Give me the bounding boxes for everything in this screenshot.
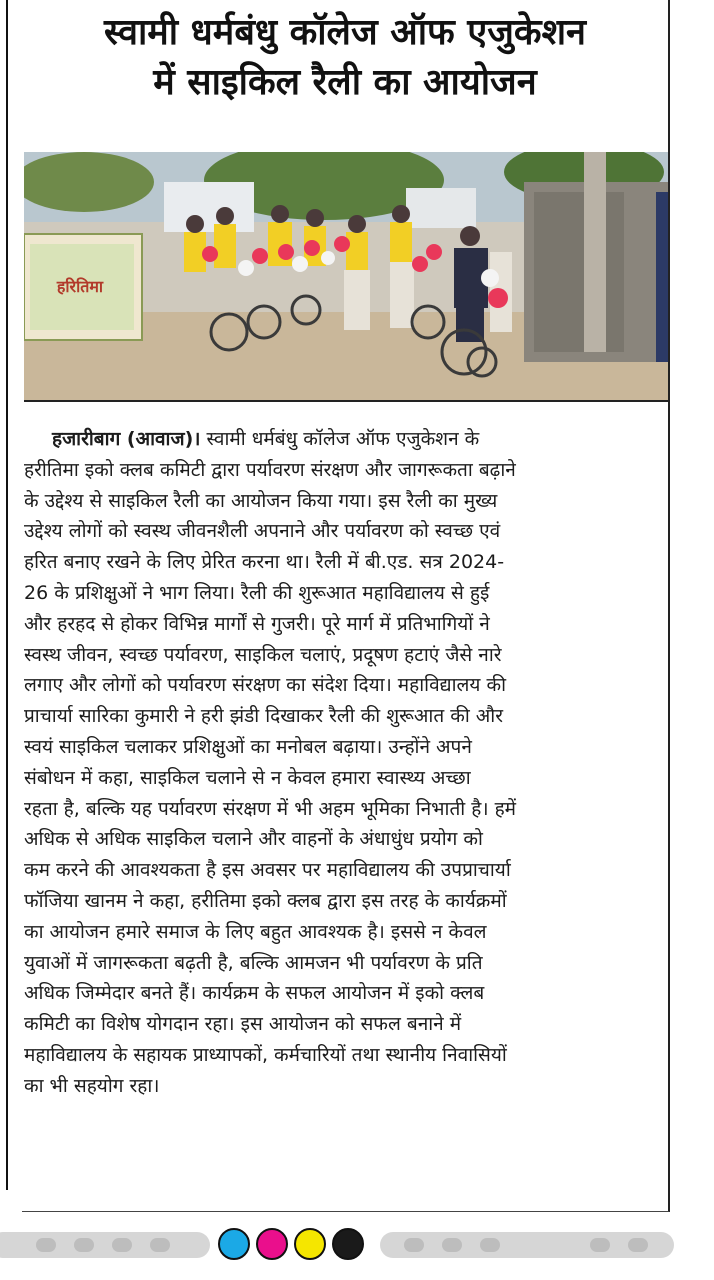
article-line: महाविद्यालय के सहायक प्राध्यापकों, कर्मचारियों तथा स्थानीय निवासियों [24, 1043, 507, 1066]
black-swatch [332, 1228, 364, 1260]
headline-line-1: स्वामी धर्मबंधु कॉलेज ऑफ एजुकेशन [103, 12, 587, 53]
registration-dot [112, 1238, 132, 1252]
registration-dot [442, 1238, 462, 1252]
news-photo [24, 152, 668, 402]
column-rule [6, 0, 8, 1190]
headline [24, 8, 666, 108]
registration-dot [628, 1238, 648, 1252]
dateline: हजारीबाग (आवाज)। [52, 428, 201, 450]
article-line: के उद्देश्य से साइकिल रैली का आयोजन किया गया। इस रैली का मुख्य [24, 489, 498, 512]
article-line: अधिक जिम्मेदार बनते हैं। कार्यक्रम के सफल आयोजन में इको क्लब [24, 982, 485, 1005]
article-line: स्वयं साइकिल चलाकर प्रशिक्षुओं का मनोबल बढ़ाया। उन्होंने अपने [24, 735, 472, 758]
magenta-swatch [256, 1228, 288, 1260]
article-line: हरीतिमा इको क्लब कमिटी द्वारा पर्यावरण संरक्षण और जागरूकता बढ़ाने [24, 458, 516, 481]
headline-line-2: में साइकिल रैली का आयोजन [153, 62, 537, 103]
registration-dot [36, 1238, 56, 1252]
article-line: का आयोजन हमारे समाज के लिए बहुत आवश्यक है। इससे न केवल [24, 920, 487, 943]
print-registration-strip [0, 1228, 714, 1262]
article-body [24, 424, 670, 1102]
registration-dot [404, 1238, 424, 1252]
article-line: लगाए और लोगों को पर्यावरण संरक्षण का संदेश दिया। महाविद्यालय की [24, 674, 507, 697]
registration-dot [590, 1238, 610, 1252]
article-line: हजारीबाग (आवाज)। स्वामी धर्मबंधु कॉलेज ऑफ एजुकेशन के [52, 428, 480, 450]
article-line: का भी सहयोग रहा। [24, 1074, 160, 1097]
article-line: रहता है, बल्कि यह पर्यावरण संरक्षण में भी अहम भूमिका निभाती है। हमें [24, 797, 517, 820]
registration-dot [150, 1238, 170, 1252]
article-line: उद्देश्य लोगों को स्वस्थ जीवनशैली अपनाने और पर्यावरण को स्वच्छ एवं [24, 520, 501, 543]
article-line: संबोधन में कहा, साइकिल चलाने से न केवल हमारा स्वास्थ्य अच्छा [24, 766, 471, 789]
registration-dot [74, 1238, 94, 1252]
article-line: अधिक से अधिक साइकिल चलाने और वाहनों के अंधाधुंध प्रयोग को [24, 828, 483, 851]
article-line: 26 के प्रशिक्षुओं ने भाग लिया। रैली की शुरूआत महाविद्यालय से हुई [24, 581, 490, 604]
yellow-swatch [294, 1228, 326, 1260]
article-line: और हरहद से होकर विभिन्न मार्गों से गुजरी। पूरे मार्ग में प्रतिभागियों ने [24, 612, 490, 635]
cyan-swatch [218, 1228, 250, 1260]
article-line: कमिटी का विशेष योगदान रहा। इस आयोजन को सफल बनाने में [24, 1013, 462, 1036]
article-line: हरित बनाए रखने के लिए प्रेरित करना था। रैली में बी.एड. सत्र 2024- [24, 551, 505, 574]
article-line: युवाओं में जागरूकता बढ़ती है, बल्कि आमजन भी पर्यावरण के प्रति [24, 951, 483, 974]
cycle-rally-photo [24, 152, 668, 400]
article-line: कम करने की आवश्यकता है इस अवसर पर महाविद्यालय की उपप्राचार्या [24, 859, 511, 882]
registration-bar-right [380, 1232, 674, 1258]
registration-bar-left [0, 1232, 210, 1258]
registration-dot [480, 1238, 500, 1252]
article-line: प्राचार्या सारिका कुमारी ने हरी झंडी दिखाकर रैली की शुरूआत की और [24, 705, 503, 728]
article-line: स्वस्थ जीवन, स्वच्छ पर्यावरण, साइकिल चलाएं, प्रदूषण हटाएं जैसे नारे [24, 643, 502, 666]
banner-label: हरितिमा [56, 277, 104, 296]
article-line: फॉजिया खानम ने कहा, हरीतिमा इको क्लब द्वारा इस तरह के कार्यक्रमों [24, 889, 507, 912]
